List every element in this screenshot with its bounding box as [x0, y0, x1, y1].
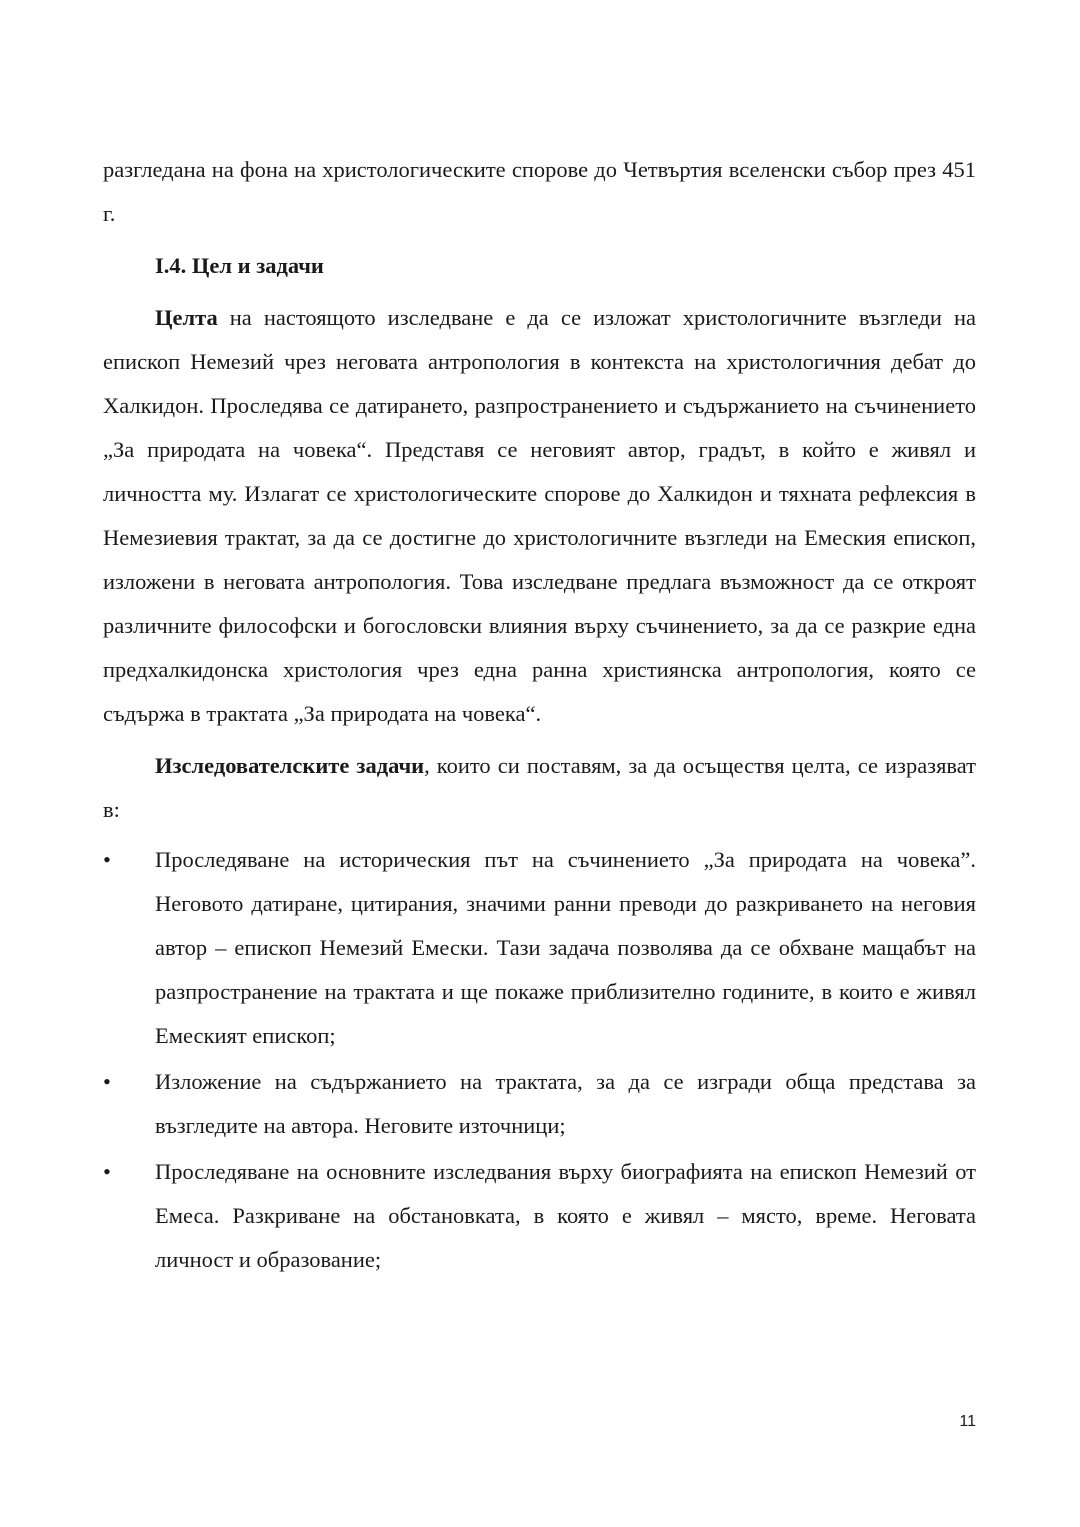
list-item: [103, 1060, 976, 1148]
list-item-text: Проследяване на историческия път на съчинението „За природата на човека”. Неговото датиране, цитирания, значими ранни преводи до разкриването на неговия автор – епископ Немезий Емески. Тази задача позволява да се обхване мащабът на разпространение на трактата и ще покаже приблизително годините, в които е живял Емеският епископ;: [155, 847, 976, 1048]
list-item: [103, 838, 976, 1058]
tasks-paragraph: [103, 744, 976, 832]
goal-lead: Целта: [155, 305, 218, 330]
document-page: [103, 148, 976, 1284]
goal-paragraph: [103, 296, 976, 736]
section-heading: I.4. Цел и задачи: [155, 253, 324, 278]
bullet-icon: •: [103, 847, 111, 872]
list-item-text: Изложение на съдържанието на трактата, за да се изгради обща представа за възгледите на автора. Неговите източници;: [155, 1069, 976, 1138]
goal-text: на настоящото изследване е да се изложат христологичните възгледи на епископ Немезий чрез неговата антропология в контекста на христологичния дебат до Халкидон. Проследява се датирането, разпространението и съдържанието на съчинението „За природата на човека“. Представя се неговият автор, градът, в който е живял и личността му. Излагат се христологическите спорове до Халкидон и тяхната рефлексия в Немезиевия трактат, за да се достигне до христологичните възгледи на Емеския епископ, изложени в неговата антропология. Това изследване предлага възможност да се откроят различните философски и богословски влияния върху съчинението, за да се разкрие една предхалкидонска христология чрез една ранна християнска антропология, която се съдържа в трактата „За природата на човека“.: [103, 305, 976, 726]
tasks-list: [103, 838, 976, 1282]
tasks-lead: Изследователските задачи: [155, 753, 425, 778]
page-number: 11: [959, 1413, 976, 1430]
opening-paragraph: разгледана на фона на христологическите спорове до Четвъртия вселенски събор през 451 г.: [103, 157, 976, 226]
list-item: [103, 1150, 976, 1282]
bullet-icon: •: [103, 1069, 111, 1094]
bullet-icon: •: [103, 1159, 111, 1184]
list-item-text: Проследяване на основните изследвания върху биографията на епископ Немезий от Емеса. Разкриване на обстановката, в която е живял – място, време. Неговата личност и образование;: [155, 1159, 976, 1272]
tasks-text: , които си поставям, за да осъществя целта, се изразяват в:: [103, 753, 976, 822]
